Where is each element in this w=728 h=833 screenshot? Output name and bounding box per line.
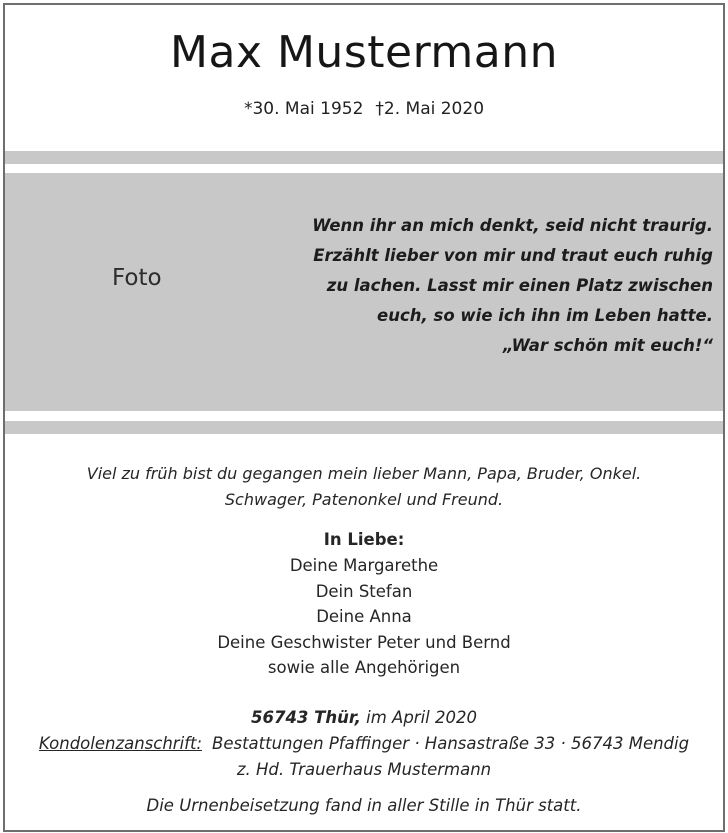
poem-line: zu lachen. Lasst mir einen Platz zwischen [326,276,713,295]
photo-placeholder: Foto [112,265,162,291]
photo-poem-band [5,173,723,411]
obituary-notice [3,3,725,832]
deceased-name: Max Mustermann [170,27,558,78]
farewell-text [5,461,723,513]
divider-stripe-top [5,151,723,164]
mourner: sowie alle Angehörigen [267,658,461,677]
mourners-heading: In Liebe: [323,530,405,549]
poem-line: Erzählt lieber von mir und traut euch ruhig [313,246,713,265]
farewell-line: Viel zu früh bist du gegangen mein lieber Mann, Papa, Bruder, Onkel. [86,464,642,483]
life-dates [5,99,723,119]
poem [312,211,713,361]
death-date: †2. Mai 2020 [375,99,485,119]
burial-note: Die Urnenbeisetzung fand in aller Stille in Thür statt. [146,795,582,815]
notice-body [5,461,723,819]
poem-line: Wenn ihr an mich denkt, seid nicht traurig. [312,216,713,235]
divider-stripe-bottom [5,421,723,434]
poem-line: „War schön mit euch!“ [502,336,713,355]
mourner: Deine Margarethe [289,556,439,575]
farewell-line: Schwager, Patenonkel und Freund. [224,490,504,509]
place: 56743 Thür, [251,707,361,727]
mourner: Dein Stefan [315,581,413,601]
mourners-list [5,553,723,681]
condolence-address [5,731,723,757]
date-text: im April 2020 [360,707,477,727]
attention-line: z. Hd. Trauerhaus Mustermann [236,759,492,779]
poem-line: euch, so wie ich ihn im Leben hatte. [377,306,713,325]
mourner: Deine Geschwister Peter und Bernd [217,632,511,652]
place-date-line [5,705,723,731]
address-label: Kondolenzanschrift: [38,733,203,753]
mourner: Deine Anna [316,607,412,626]
birth-date: *30. Mai 1952 [243,99,364,119]
address-text: Bestattungen Pfaffinger · Hansastraße 33 · 56743 Mendig [212,733,690,753]
